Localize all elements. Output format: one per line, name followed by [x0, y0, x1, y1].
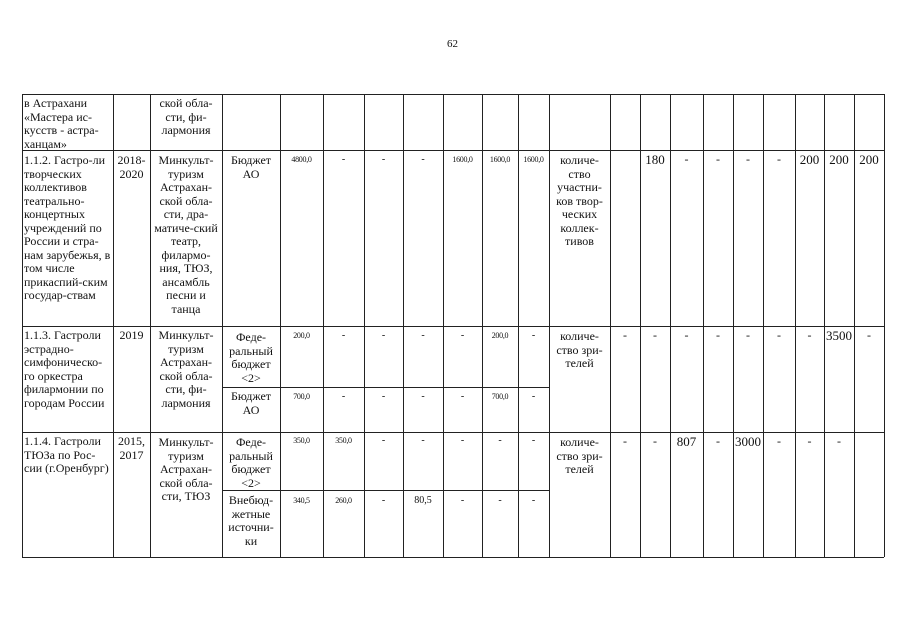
row3-target-0: - — [623, 434, 627, 448]
column-line — [884, 94, 885, 557]
row1-year: 2018-2020 — [117, 153, 146, 181]
row3-indicator: количе-ство зри-телей — [556, 435, 603, 476]
row2-target-8: - — [867, 328, 871, 342]
row3-value-a-2: - — [381, 435, 386, 446]
row3-value-b-4: - — [460, 495, 465, 506]
row-line — [22, 326, 884, 327]
row3-value-a-6: - — [531, 435, 536, 446]
row2-value-b-0: 700,0 — [293, 392, 310, 401]
row2-value-a-3: - — [421, 330, 425, 341]
row2-executor: Минкульт-туризм Астрахан-ской обла-сти, фи-лармония — [158, 328, 214, 410]
row0-name: в Астрахани «Мастера ис-кусств - астра-ханцам» — [24, 96, 99, 151]
subrow-line — [222, 490, 549, 491]
row2-value-a-2: - — [381, 330, 386, 341]
row1-value-2: - — [381, 154, 386, 165]
page-number: 62 — [447, 38, 458, 50]
row2-target-4: - — [746, 328, 750, 342]
row3-value-a-0: 350,0 — [293, 436, 310, 445]
row2-target-1: - — [653, 328, 657, 342]
row1-target-6: 200 — [799, 152, 820, 167]
row1-target-7: 200 — [829, 152, 849, 167]
row2-target-6: - — [807, 328, 812, 342]
row1-indicator: количе-ство участни-ков твор-ческих коллек-тивов — [556, 153, 603, 248]
row2-source-1: Феде-ральный бюджет <2> — [229, 330, 273, 385]
row1-target-2: - — [684, 152, 689, 166]
row1-value-0: 4800,0 — [291, 155, 312, 164]
row3-value-b-6: - — [531, 495, 536, 506]
row3-target-4: 3000 — [735, 434, 761, 449]
row1-source: Бюджет АО — [230, 153, 272, 181]
row3-year: 2015, 2017 — [118, 434, 145, 462]
row2-value-a-5: 200,0 — [491, 331, 509, 340]
row2-value-a-6: - — [531, 330, 536, 341]
row-line — [22, 432, 884, 433]
row3-value-a-1: 350,0 — [335, 436, 352, 445]
row3-value-b-5: - — [498, 495, 502, 506]
row2-target-7: 3500 — [826, 328, 852, 343]
row3-value-a-4: - — [460, 435, 465, 446]
row1-value-5: 1600,0 — [489, 155, 511, 164]
row3-target-5: - — [777, 434, 781, 448]
row2-value-b-6: - — [531, 391, 536, 402]
row2-year: 2019 — [119, 328, 144, 342]
table-top-line — [22, 94, 884, 95]
row1-value-4: 1600,0 — [452, 155, 473, 164]
row2-value-b-5: 700,0 — [491, 392, 509, 401]
row3-target-6: - — [807, 434, 812, 448]
row3-value-b-1: 260,0 — [335, 496, 352, 505]
row3-value-b-2: - — [381, 495, 386, 506]
row0-executor: ской обла-сти, фи-лармония — [159, 96, 213, 137]
row2-target-0: - — [623, 328, 627, 342]
row3-target-3: - — [716, 434, 720, 448]
row3-target-7: - — [837, 434, 841, 448]
row3-target-2: 807 — [676, 434, 697, 449]
row3-source-1: Феде-ральный бюджет <2> — [229, 435, 273, 490]
row3-value-b-3: 80,5 — [414, 495, 432, 506]
row1-target-8: 200 — [859, 152, 879, 167]
row1-executor: Минкульт-туризм Астрахан-ской обла-сти, дра-матиче-ский театр, филармо-ния, ТЮЗ, ансамбль песни и танца — [154, 153, 218, 316]
row-line — [22, 150, 884, 151]
table-bottom-line — [22, 557, 884, 558]
row1-target-4: - — [746, 152, 750, 166]
row2-source-2: Бюджет АО — [230, 389, 272, 417]
row3-source-2: Внебюд-жетные источни-ки — [228, 493, 274, 548]
row3-value-b-0: 340,5 — [293, 496, 310, 505]
row2-value-a-0: 200,0 — [293, 331, 310, 340]
row2-value-b-3: - — [421, 391, 425, 402]
row2-target-3: - — [716, 328, 720, 342]
row1-value-1: - — [341, 154, 346, 165]
row3-name: 1.1.4. Гастроли ТЮЗа по Рос-сии (г.Оренбург) — [24, 434, 109, 475]
row2-value-b-1: - — [341, 391, 346, 402]
row3-executor: Минкульт-туризм Астрахан-ской обла-сти, ТЮЗ — [158, 435, 214, 503]
row1-target-3: - — [716, 152, 720, 166]
row1-target-5: - — [777, 152, 781, 166]
subrow-line — [222, 387, 549, 388]
row2-value-b-4: - — [460, 391, 465, 402]
row2-value-a-1: - — [341, 330, 346, 341]
row1-value-6: 1600,0 — [523, 155, 544, 164]
row2-value-b-2: - — [381, 391, 386, 402]
row3-value-a-5: - — [498, 435, 502, 446]
row2-target-2: - — [684, 328, 689, 342]
row3-value-a-3: - — [421, 435, 425, 446]
row1-name: 1.1.2. Гастро-ли творческих коллективов театрально-концертных учреждений по России и стра-нам зарубежья, в том числе прикаспий-ским государ-ствам — [24, 153, 111, 302]
row2-target-5: - — [777, 328, 781, 342]
row3-target-1: - — [653, 434, 657, 448]
row2-value-a-4: - — [460, 330, 465, 341]
row1-value-3: - — [421, 154, 425, 165]
row2-name: 1.1.3. Гастроли эстрадно-симфоническо-го оркестра филармонии по городам России — [24, 328, 105, 410]
row1-target-1: 180 — [645, 152, 665, 167]
row2-indicator: количе-ство зри-телей — [556, 329, 603, 370]
